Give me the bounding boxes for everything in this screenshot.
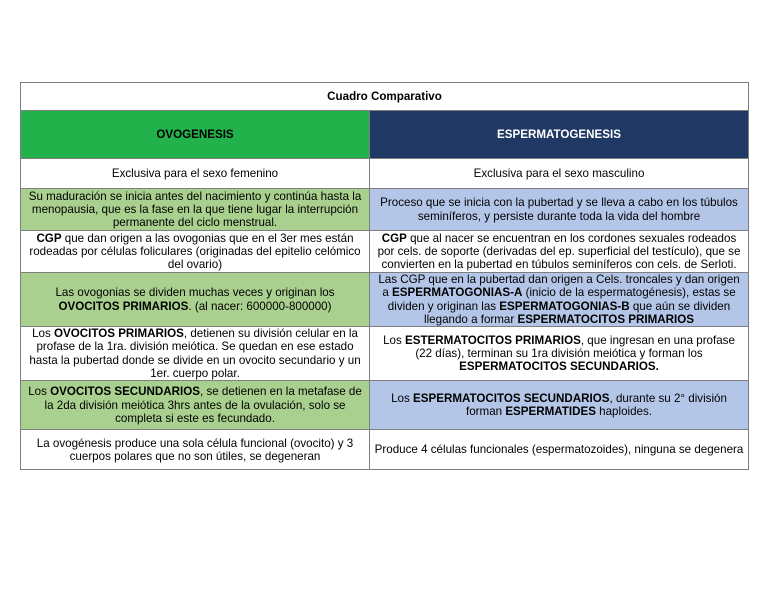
cell-text-bold: ESPERMATOCITOS SECUNDARIOS.	[459, 360, 659, 374]
cell-ovogenesis	[21, 430, 370, 470]
cell-text: Los	[383, 333, 405, 347]
table-row	[21, 327, 749, 381]
cell-text: , que ingresan en una profase (22 días), terminan su 1ra división meiótica y forman los	[415, 333, 735, 361]
table-row	[21, 231, 749, 273]
cell-text-bold: ESPERMATOCITOS PRIMARIOS	[517, 312, 694, 326]
table-title: Cuadro Comparativo	[21, 83, 749, 111]
cell-text-bold: OVOCITOS PRIMARIOS	[58, 299, 189, 313]
table-row	[21, 159, 749, 189]
cell-espermatogenesis	[370, 159, 749, 189]
cell-text: Proceso que se inicia con la pubertad y se lleva a cabo en los túbulos seminíferos, y persiste durante toda la vida del hombre	[380, 196, 738, 223]
cell-text-bold: ESPERMATIDES	[505, 405, 596, 419]
cell-ovogenesis	[21, 231, 370, 273]
cell-text: Los	[391, 392, 414, 406]
cell-ovogenesis	[21, 189, 370, 231]
cell-text: haploides.	[595, 405, 653, 419]
cell-ovogenesis	[21, 381, 370, 430]
cell-text: Produce 4 células funcionales (espermatozoides), ninguna se degenera	[374, 443, 744, 457]
cell-text: Exclusiva para el sexo masculino	[473, 166, 645, 180]
cell-ovogenesis	[21, 273, 370, 327]
cell-text-bold: ESPERMATOCITOS SECUNDARIOS	[413, 392, 610, 406]
cell-text: La ovogénesis produce una sola célula funcional (ovocito) y 3 cuerpos polares que no son útiles, se degeneran	[36, 436, 354, 463]
cell-text-bold: OVOCITOS SECUNDARIOS	[50, 385, 201, 399]
cell-ovogenesis	[21, 327, 370, 381]
cell-text: Las ovogonias se dividen muchas veces y originan los	[55, 286, 335, 300]
cell-text-bold: CGP	[36, 231, 62, 245]
cell-text: Las CGP que en la pubertad dan origen a Cels. troncales y dan origen a	[378, 273, 740, 300]
table-row	[21, 381, 749, 430]
cell-ovogenesis	[21, 159, 370, 189]
cell-text: Su maduración se inicia antes del nacimiento y continúa hasta la menopausia, que es la fase en la que tiene lugar la interrupción permanente del ciclo menstrual.	[28, 189, 362, 230]
cell-espermatogenesis	[370, 273, 749, 327]
cell-text: . (al nacer: 600000-800000)	[188, 299, 332, 313]
cell-text: , durante su 2° división forman	[466, 392, 727, 419]
header-espermatogenesis: ESPERMATOGENESIS	[370, 111, 749, 159]
cell-text: , detienen su división celular en la profase de la 1ra. división meiótica. Se quedan en ese estado hasta la pubertad donde se divide en un ovocito secundario y un 1er. cuerpo polar.	[29, 327, 361, 381]
table-row	[21, 430, 749, 470]
cell-text: Exclusiva para el sexo femenino	[111, 166, 279, 180]
cell-text: , se detienen en la metafase de la 2da división meiótica 3hrs antes de la ovulación, solo se completa si este es fecundado.	[44, 385, 362, 426]
cell-text-bold: ESPERMATOGONIAS-B	[499, 299, 630, 313]
cell-text: Los	[28, 385, 51, 399]
comparison-table	[20, 82, 749, 470]
table-row	[21, 189, 749, 231]
cell-text-bold: ESTERMATOCITOS PRIMARIOS	[405, 333, 581, 347]
cell-espermatogenesis	[370, 430, 749, 470]
cell-espermatogenesis	[370, 381, 749, 430]
cell-text-bold: OVOCITOS PRIMARIOS	[53, 327, 184, 341]
cell-text: que aún se dividen llegando a formar	[424, 299, 731, 326]
cell-text: Los	[32, 327, 54, 341]
cell-espermatogenesis	[370, 327, 749, 381]
cell-text: que al nacer se encuentran en los cordones sexuales rodeados por cels. de soporte (derivadas del ep. superficial del testículo), que se convierten en la pubertad en túbulos seminíferos con cels. de Serloti.	[377, 231, 741, 272]
cell-espermatogenesis	[370, 231, 749, 273]
title-row	[21, 83, 749, 111]
cell-text: que dan origen a las ovogonias que en el 3er mes están rodeadas por células foliculares (originadas del epitelio celómico del ovario)	[29, 231, 361, 272]
cell-text: (inicio de la espermatogénesis), estas se dividen y originan las	[387, 286, 736, 313]
cell-text-bold: ESPERMATOGONIAS-A	[392, 286, 523, 300]
cell-espermatogenesis	[370, 189, 749, 231]
cell-text-bold: CGP	[381, 231, 407, 245]
header-row	[21, 111, 749, 159]
header-ovogenesis: OVOGENESIS	[21, 111, 370, 159]
table-row	[21, 273, 749, 327]
